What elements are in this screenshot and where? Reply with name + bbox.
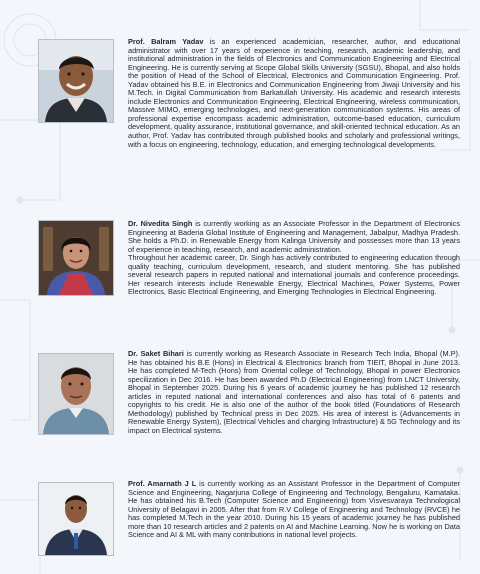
portrait-image: [39, 354, 113, 434]
author-bio-paragraph: Throughout her academic career, Dr. Singh has actively contributed to engineering education through quality teaching, curriculum development, research, and student mentoring. She has published several research papers in reputed national and international journals and conference proceedings. Her research interests include Renewable Energy, Electrical Machines, Power Systems, Power Electronics, Basic Electrical Engineering, and Emerging Technologies in Electrical Engineering.: [128, 253, 460, 297]
author-photo: [38, 220, 114, 296]
author-bio-text: is an experienced academician, researcher, author, and educational administrator with over 17 years of experience in teaching, research, academic leadership, and institutional administration in the fields of Electronics and Communication Engineering and Electrical Engineering. He is currently serving at Scope Global Skills University (SGSU), Bhopal, and also holds the position of Head of the School of Electrical, Electronics and Communication Engineering. Prof. Yadav obtained his B.E. in Electronics and Communication Engineering from Jiwaji University and his M.Tech. in Digital Communication from Barkatullah University. His academic and research interests include Electronics and Communication Engineering, Electrical Engineering, wireless communication, Massive MIMO, emerging technologies, and next-generation communication systems. His areas of professional expertise encompass academic administration, outcome-based education, curriculum development, quality assurance, institutional governance, and skill-oriented technical education. As an author, Prof. Yadav has contributed through published books and scholarly and professional writings, with a focus on engineering, technology, education, and emerging technological developments.: [128, 37, 460, 149]
author-bio-text: is currently working as an Associate Professor in the Department of Electronics Engineering at Baderia Global Institute of Engineering and Management, Jabalpur, Madhya Pradesh. She holds a Ph.D. in Renewable Energy from Kalinga University and possesses more than 13 years of experience in teaching, research, and academic administration.: [128, 219, 461, 254]
author-entry: [38, 480, 462, 570]
author-photo: [38, 39, 114, 123]
author-entry: [38, 220, 462, 342]
author-bio-text: is currently working as an Assistant Professor in the Department of Computer Science and Engineering, Nagarjuna College of Engineering and Technology, Bengaluru, Karnataka. He has obtained his B.Tech (Computer Science and Engineering) from Visvesvaraya Technological University of Belagavi in 2005. After that from R.V College of Engineering and Technology (RVCE) he has completed M.Tech in the year 2010. During his 15 years of academic journey he has published more than 10 research articles and 2 patents on AI and Machine Learning. Now he is working on Data Science and AI & ML with many contributions in national level projects.: [128, 479, 460, 540]
portrait-image: [39, 483, 113, 555]
author-bio: [128, 38, 460, 149]
author-bio: [128, 480, 460, 540]
author-photo: [38, 482, 114, 556]
author-name: Dr. Nivedita Singh: [128, 219, 193, 228]
author-name: Prof. Balram Yadav: [128, 37, 204, 46]
author-name: Prof. Amarnath J L: [128, 479, 197, 488]
author-name: Dr. Saket Bihari: [128, 349, 184, 358]
author-bio-text: is currently working as Research Associate in Research Tech India, Bhopal (M.P). He has obtained his B.E (Hons) in Electrical & Electronics branch from TIEIT, Bhopal in June 2013. He has completed M-Tech (Hons) from Oriental college of Technology, Bhopal in power Electronics specilization in Dec 2016. He has been awarded Ph.D (Electrical Engineering) from LNCT University, Bhopal in September 2025. During his 6 years of academic journey he has published 12 research articles in reputed national and international conferences and also has total of 6 patents and copyrights to his credit. He is also one of the author of the book titled (Foundations of Research Methodology) published by Technical press in Dec 2025. His area of interest is (Advancements in Renewable Energy System), (Electrical Vehicles and charging Infrastructure) & 5G Technology and its impact on Electrical systems.: [128, 349, 460, 435]
portrait-image: [39, 40, 113, 122]
portrait-image: [39, 221, 113, 295]
author-entry: [38, 350, 462, 472]
author-entry: [38, 38, 462, 208]
author-bio: [128, 350, 460, 435]
author-bio: [128, 220, 460, 297]
author-photo: [38, 353, 114, 435]
